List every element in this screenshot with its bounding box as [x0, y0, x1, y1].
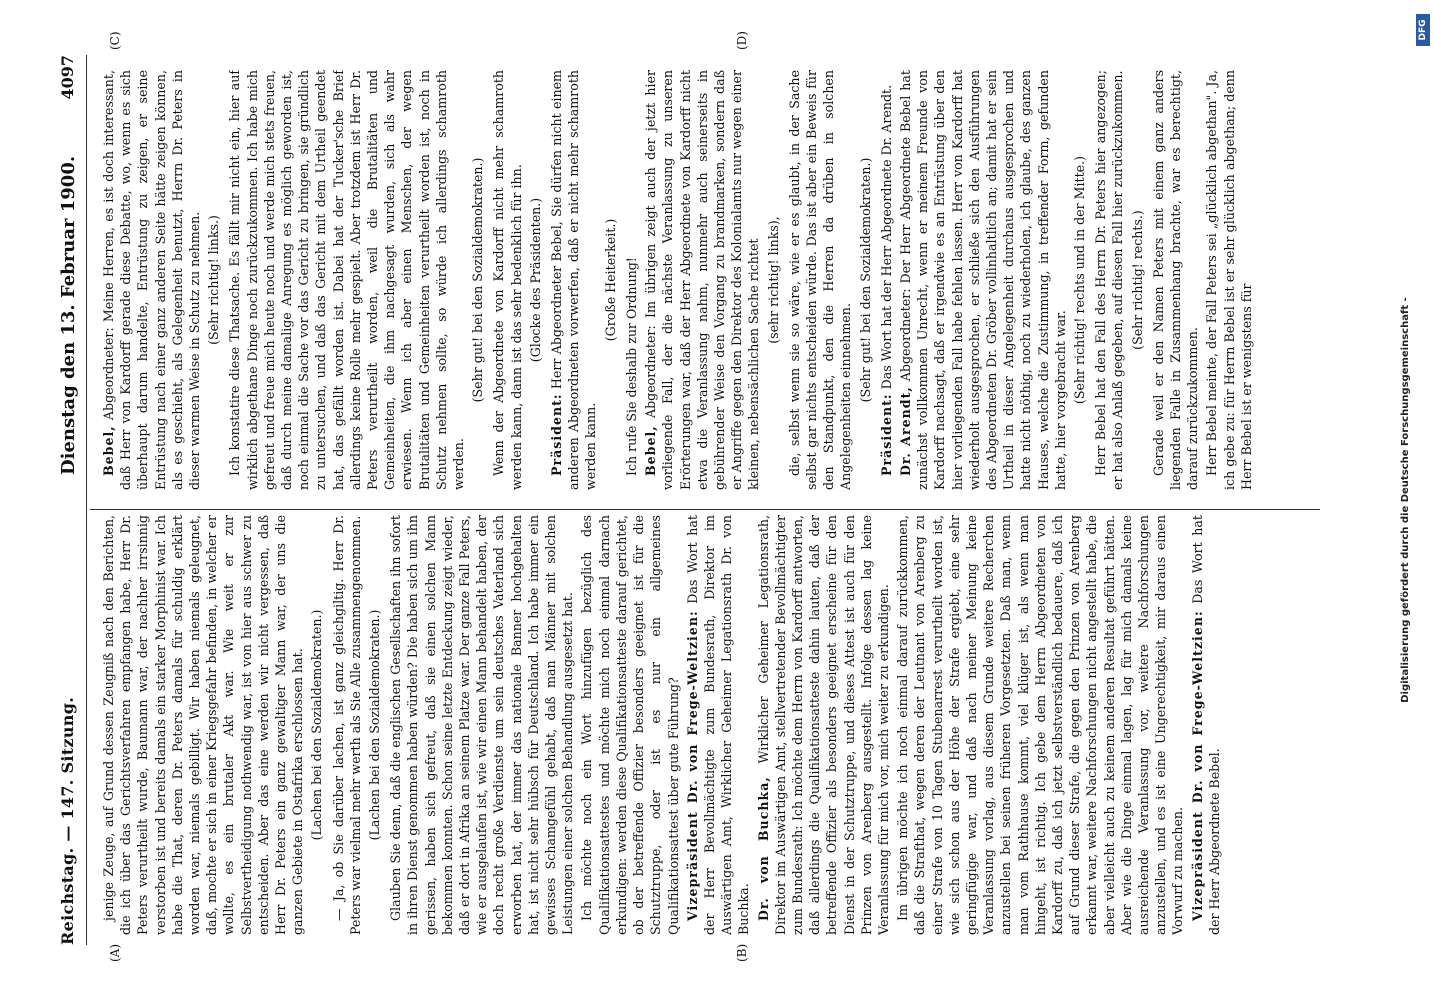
paragraph: Im übrigen möchte ich noch einmal darauf zurückkommen, daß die Strafthat, wegen deren der Leutnant von Arenberg zu einer Strafe von 10 Tagen Stubenarrest verurtheilt worden ist, wie sich schon aus der Höhe der Strafe ergiebt, eine sehr geringfügige war, und daß nach meiner Meinung keine Veranlassung vorlag, aus diesem Grunde weitere Recherchen anzustellen bei seinen früheren Vorgesetzten. Daß man, wenn man vom Rathhause kommt, viel klüger ist, als wenn man hingeht, ist richtig. Ich gebe dem Herrn Abgeordneten von Kardorff zu, daß ich jetzt selbstverständlich bedauere, daß ich auf Grund dieser Strafe, die gegen den Prinzen von Arenberg erkannt war, weitere Nachforschungen nicht angestellt habe, die aber vielleicht auch zu keinem anderen Resultat geführt hätten. Aber wie die Dinge einmal lagen, lag für mich damals keine ausreichende Veranlassung vor, weitere Nachforschungen anzustellen, und es ist eine Ungerechtigkeit, mir daraus einen Vorwurf zu machen. — [895, 515, 1186, 935]
paragraph: — Ja, ob Sie darüber lachen, ist ganz gleichgiltig. Herr Dr. Peters war vielmal mehr werth als Sie Alle zusammengenommen. — [330, 515, 363, 935]
paragraph: Herr Bebel meinte, der Fall Peters sei „glücklich abgethan". Ja, ich gebe zu: für Herrn Bebel ist er sehr glücklich abgethan; denn Herr Bebel ist er wenigstens für — [1204, 70, 1254, 490]
interjection: (Sehr gut! bei den Sozialdemokraten.) — [470, 157, 486, 403]
speaker-name: Vizepräsident Dr. von Frege-Weltzien: — [684, 610, 700, 921]
dfg-logo: DFG — [1416, 14, 1430, 46]
interjection: (Sehr gut! bei den Sozialdemokraten.) — [857, 157, 873, 403]
header-left: Reichstag. — 147. Sitzung. — [58, 696, 77, 945]
speaker-name: Präsident: — [549, 393, 565, 476]
speaker-name: Präsident: — [878, 393, 894, 476]
speech-text: Das Wort hat der Herr Bevollmächtigte zum Bundesrath, Direktor im Auswärtigen Amt, Wirklicher Geheimer Legationsrath Dr. von Buchka. — [684, 515, 752, 935]
speaker-name: Dr. von Buchka, — [755, 776, 771, 921]
paragraph: Glauben Sie denn, daß die englischen Gesellschaften ihn sofort in ihren Dienst genommen haben würden? Die haben sich um ihn gerissen, haben sich gefreut, daß sie einen solchen Mann bekommen konnten. Schon seine letzte Entdeckung zeigt wieder, daß er dort in Afrika an seinem Platze war. Der ganze Fall Peters, wie er ausgelaufen ist, wie wir einen Mann behandelt haben, der doch recht große Verdienste um sein deutsches Vaterland sich erworben hat, der immer das nationale Banner hochgehalten hat, ist nicht sehr hübsch für Deutschland. Ich habe immer ein gewisses Schamgefühl gehabt, daß man Männer mit solchen Leistungen einer solchen Behandlung ausgesetzt hat. — [388, 515, 576, 935]
paragraph: jenige Zeuge, auf Grund dessen Zeugniß nach den Berichten, die ich über das Gerichtsverfahren empfangen habe, Herr Dr. Peters verurtheilt wurde, Baumann war, der nachher irrsinnig verstorben ist und bereits damals ein starker Morphinist war. Ich habe die That, deren Dr. Peters damals für schuldig erklärt worden war, niemals gebilligt. Wir haben niemals geleugnet, daß, mochte er sich in einer Kriegsgefahr befinden, in welcher er wollte, es ein brutaler Akt war. Wie weit er zur Selbstvertheidigung nothwendig war, ist von hier aus schwer zu entscheiden. Aber das eine werden wir nicht vergessen, daß Herr Dr. Peters ein ganz gewaltiger Mann war, der uns die ganzen Gebiete in Ostafrika erschlossen hat. — [101, 515, 306, 935]
margin-label-d: (D) — [735, 31, 749, 50]
paragraph: Ich konstatire diese Thatsache. Es fällt mir nicht ein, hier auf wirklich abgethane Dinge noch zurückzukommen. Ich habe mich gefreut und freue mich heute noch und werde mich stets freuen, daß durch meine damalige Anregung es möglich geworden ist, noch einmal die Sache vor das Gericht zu bringen, sie gründlich zu untersuchen, und daß das Gericht mit dem Urtheil geendet hat, das gefällt worden ist. Dabei hat der Tucker'sche Brief allerdings keine Rolle mehr gespielt. Aber trotzdem ist Herr Dr. Peters verurtheilt worden, weil die Brutalitäten und Gemeinheiten, die ihm nachgesagt wurden, sich als wahr erwiesen. Wenn ich aber einen Menschen, der wegen Brutalitäten und Gemeinheiten verurtheilt worden ist, noch in Schutz nehmen sollte, so würde ich allerdings schamroth werden. — [227, 70, 467, 490]
column-divider — [90, 509, 1320, 510]
speaker-name: Bebel, — [101, 425, 116, 476]
speaker-name: Bebel, — [643, 425, 659, 476]
speech-paragraph — [755, 515, 893, 935]
paragraph: Herr Bebel hat den Fall des Herrn Dr. Peters hier angezogen; er hat also Anlaß gegeben, auf diesen Fall hier zurückzukommen. — [1093, 70, 1126, 490]
speaker-name: Vizepräsident Dr. von Frege-Weltzien: — [1189, 610, 1205, 921]
paragraph: Wenn der Abgeordnete von Kardorff nicht mehr schamroth werden kann, dann ist das sehr bedenklich für ihn. — [491, 70, 524, 490]
margin-label-c: (C) — [108, 31, 122, 50]
page-header — [58, 55, 84, 945]
speech-text: Herr Abgeordneter Bebel, Sie dürfen nicht einem anderen Abgeordneten vorwerfen, daß er nicht mehr schamroth werden kann. — [549, 70, 599, 490]
left-column — [100, 515, 1310, 935]
interjection: (Glocke des Präsidenten.) — [527, 197, 543, 363]
speech-paragraph — [684, 515, 753, 935]
paragraph: Ich möchte noch ein Wort hinzufügen bezüglich des Qualifikationsattestes und möchte mich noch einmal darnach erkundigen: werden diese Qualifikationsatteste darauf gerichtet, ob der betreffende Offizier besonders geeignet ist für die Schutztruppe, oder ist es nur ein allgemeines Qualifikationsattest über gute Führung? — [579, 515, 681, 935]
paragraph: Ich rufe Sie deshalb zur Ordnung! — [623, 257, 639, 476]
speech-paragraph — [897, 70, 1069, 490]
speech-paragraph — [642, 70, 762, 490]
speech-paragraph — [100, 70, 203, 490]
interjection: (Sehr richtig! rechts.) — [1129, 210, 1145, 350]
speech-text: Das Wort hat der Herr Abgeordnete Bebel. — [1189, 515, 1222, 935]
speech-text: Abgeordneter: Im übrigen zeigt auch der jetzt hier vorliegende Fall, der die nächste Veranlassung zu unseren Erörterungen war, daß der Herr Abgeordnete von Kardorff nicht etwa die Veranlassung nahm, nunmehr auch seinerseits in gebührender Weise den Vorgang zu brandmarken, sondern daß er Angriffe gegen den Direktor des Kolonialamts nur wegen einer kleinen, nebensächlichen Sache richtet — [643, 70, 762, 490]
speech-text: Abgeordneter: Der Herr Abgeordnete Bebel hat zunächst vollkommen Unrecht, wenn er meinem Freunde von Kardorff nachsagt, daß er irgendwie es an Entrüstung über den hier vorliegenden Fall habe fehlen lassen. Herr von Kardorff hat wiederholt ausgesprochen, er schließe sich den Ausführungen des Abgeordneten Dr. Gröber vollinhaltlich an; damit hat er sein Urtheil in dieser Angelegenheit durchaus ausgesprochen und hatte nicht nöthig, noch zu wiederholen, ich glaube, des ganzen Hauses, welche die Zustimmung, in treffender Form, gefunden hatte, hier vorgebracht war. — [897, 70, 1068, 490]
interjection: (Große Heiterkeit.) — [602, 218, 618, 342]
speech-paragraph — [548, 70, 600, 490]
paragraph: die, selbst wenn sie so wäre, wie er es glaubt, in der Sache selbst gar nichts entscheiden würde. Das ist aber ein Beweis für den Standpunkt, den die Herren da drüben in solchen Angelegenheiten einnehmen. — [786, 70, 854, 490]
speaker-name: Dr. Arendt, — [897, 386, 913, 476]
speech-text: Das Wort hat der Herr Abgeordnete Dr. Arendt. — [878, 84, 894, 390]
page-number: 4097 — [58, 55, 77, 100]
digitization-note: Digitalisierung gefördert durch die Deutsche Forschungsgemeinschaft - — [1400, 297, 1411, 703]
speech-text: Abgeordneter: Meine Herren, es ist doch interessant, daß Herr von Kardorff gerade diese Debatte, wo, wenn es sich überhaupt darum handelte, Entrüstung zu zeigen, er seine Entrüstung nach einer ganz anderen Seite hätte zeigen können, als es geschieht, als Gelegenheit benutzt, Herrn Dr. Peters in dieser warmen Weise in Schutz zu nehmen. — [101, 70, 203, 490]
speech-paragraph — [878, 70, 895, 490]
interjection: (Lachen bei den Sozialdemokraten.) — [367, 609, 383, 841]
margin-label-b: (B) — [735, 943, 749, 962]
interjection: (Lachen bei den Sozialdemokraten.) — [309, 609, 325, 841]
header-rule — [86, 55, 87, 945]
speech-text: Wirklicher Geheimer Legationsrath, Direktor im Auswärtigen Amt, stellvertretender Bevollmächtigter zum Bundesrath: Ich möchte dem Herrn von Kardorff antworten, daß allerdings die Qualifikationsatteste dahin lauten, daß der betreffende Offizier als besonders geeignet erscheine für den Dienst in der Schutztruppe, und dieses Attest ist auch für den Prinzen von Arenberg ausgestellt. Infolge dessen lag keine Veranlassung für mich vor, mich weiter zu erkundigen. — [755, 515, 891, 935]
interjection: (Sehr richtig! rechts und in der Mitte.) — [1071, 155, 1087, 405]
paragraph: Gerade weil er den Namen Peters mit einem ganz anders liegenden Falle in Zusammenhang brachte, war es berechtigt, darauf zurückzukommen. — [1150, 70, 1201, 490]
header-date: Dienstag den 13. Februar 1900. — [58, 155, 79, 475]
margin-label-a: (A) — [108, 943, 122, 962]
right-column — [100, 70, 1310, 490]
speech-paragraph — [1189, 515, 1223, 935]
interjection: (Sehr richtig! links.) — [206, 215, 222, 345]
interjection: (sehr richtig! links), — [765, 216, 781, 344]
